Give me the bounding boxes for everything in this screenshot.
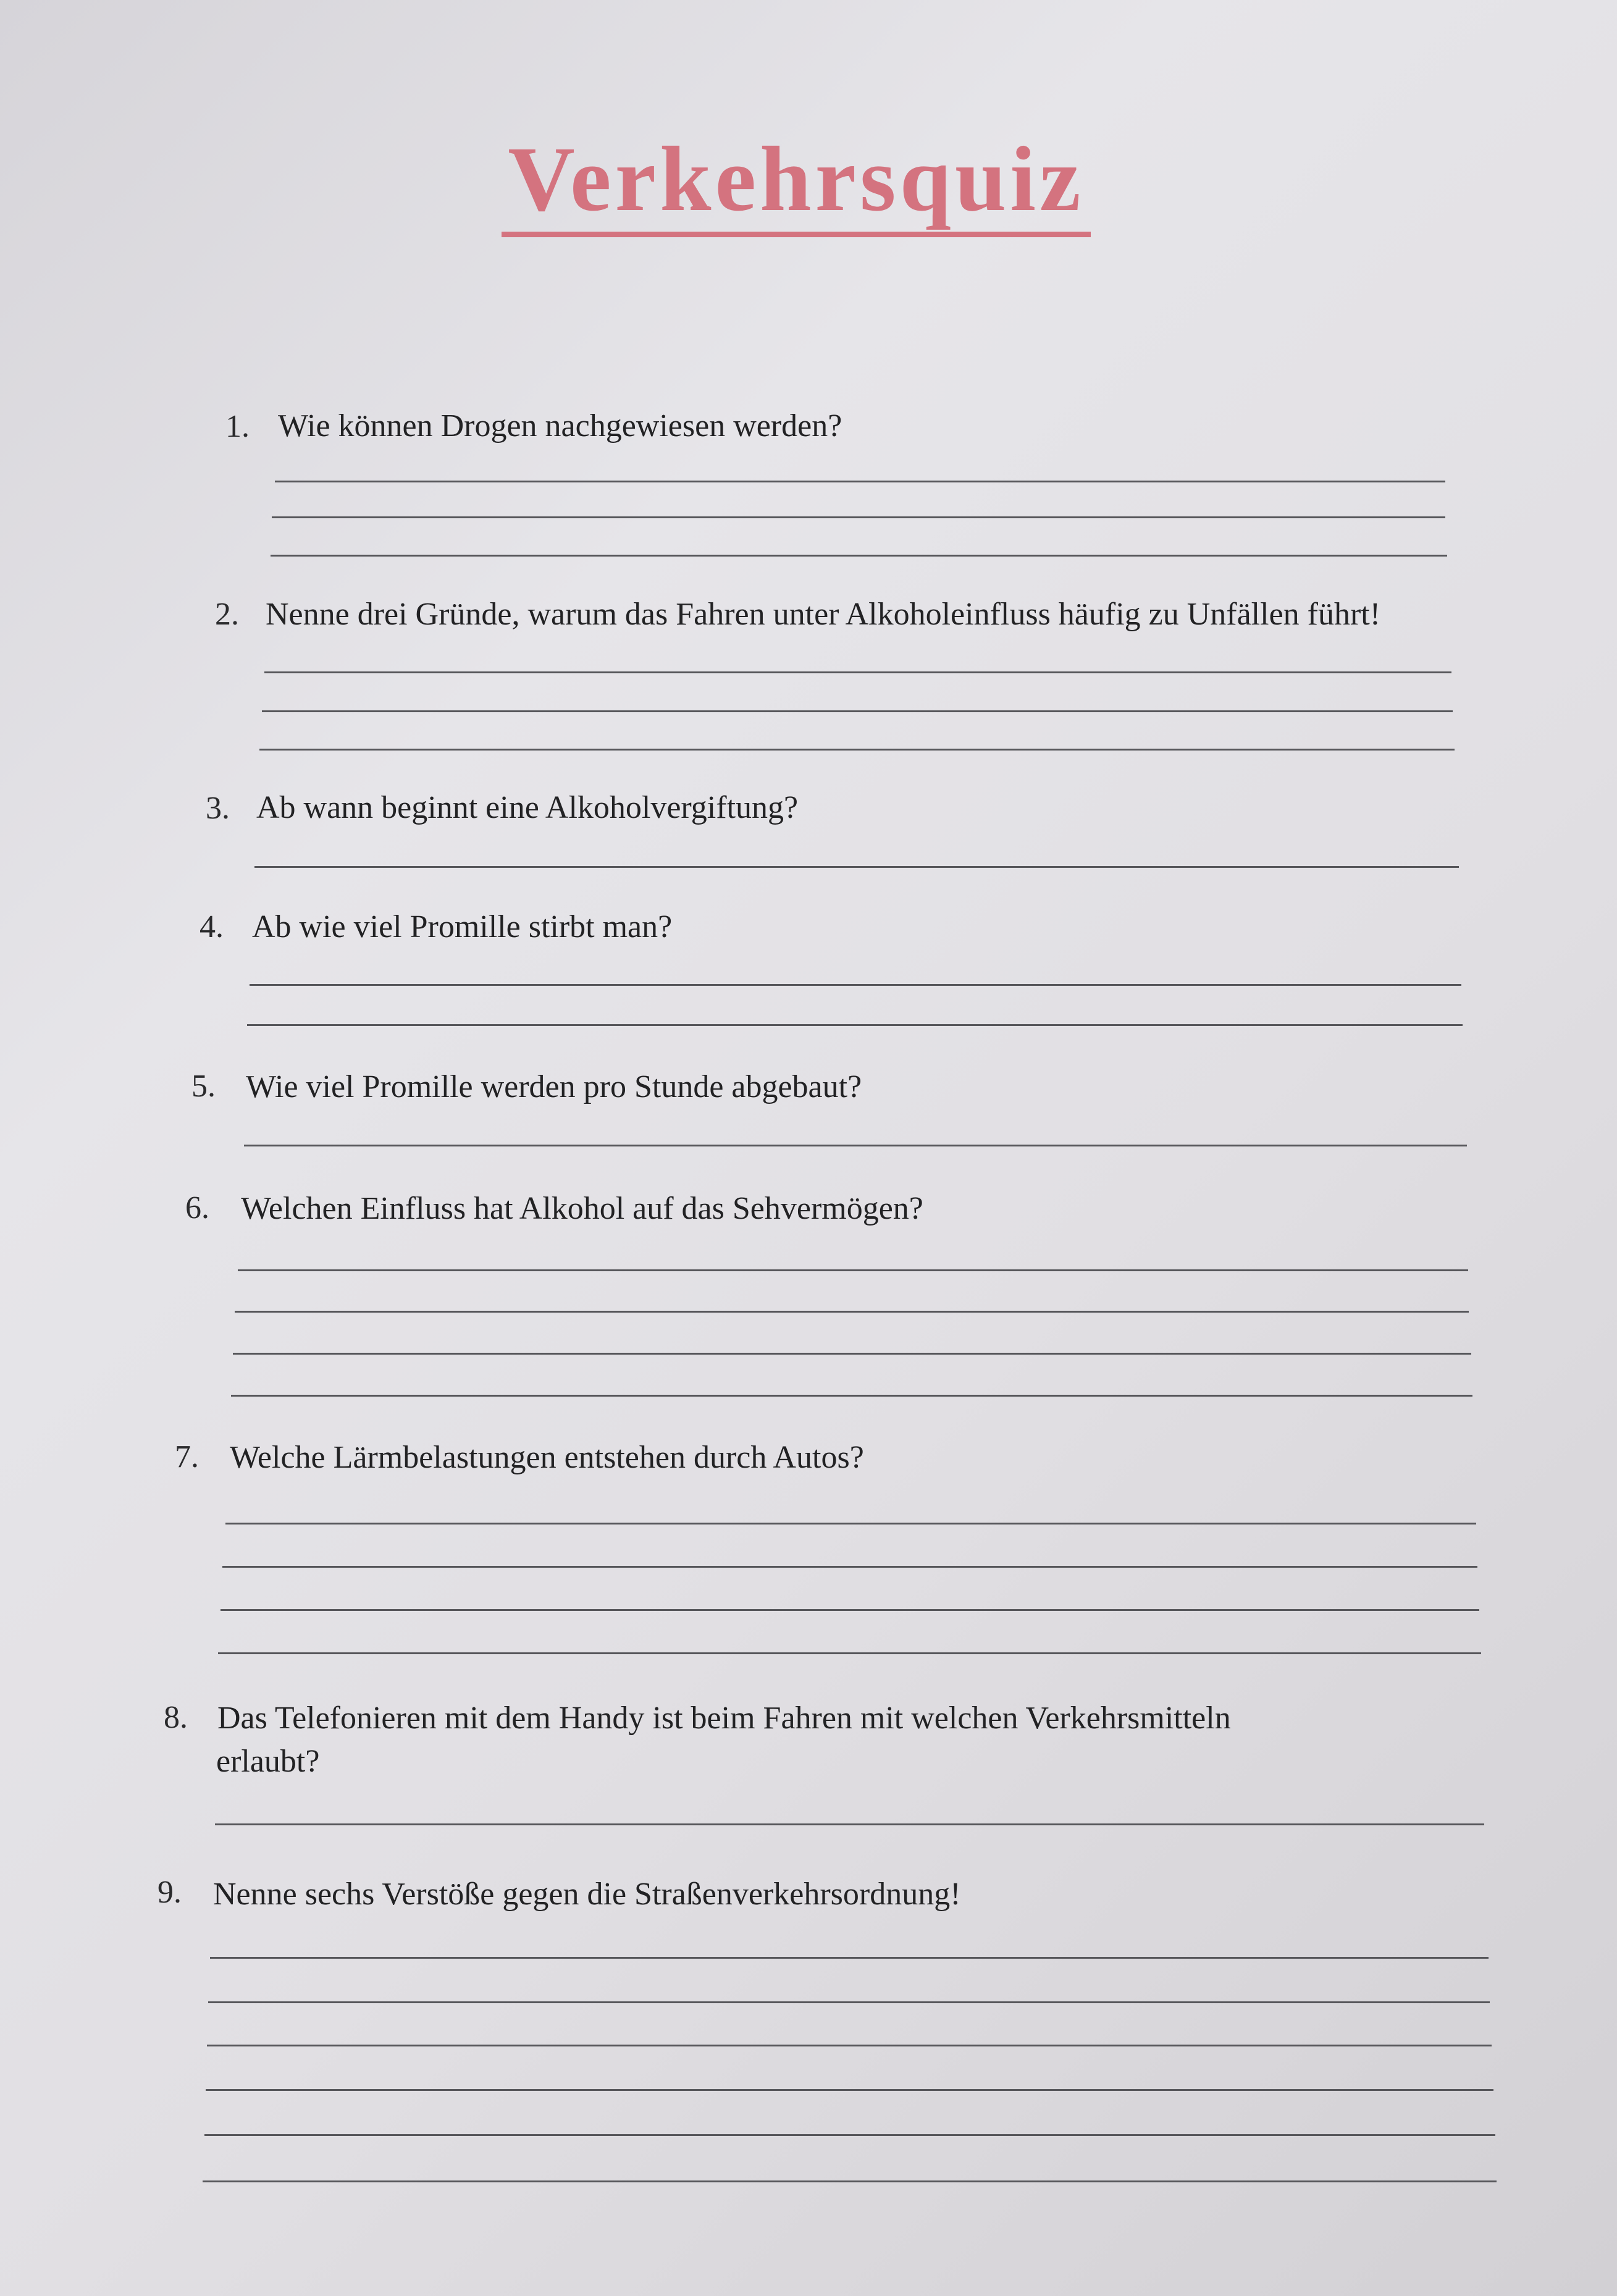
answer-line[interactable] <box>271 555 1447 557</box>
question-number: 9. <box>158 1875 182 1910</box>
answer-line[interactable] <box>204 2134 1495 2136</box>
question-number: 8. <box>164 1700 188 1735</box>
answer-line[interactable] <box>206 2089 1493 2091</box>
title-text: Verkehrsquiz <box>502 133 1090 237</box>
question-text: Ab wann beginnt eine Alkoholvergiftung? <box>256 790 799 825</box>
answer-line[interactable] <box>238 1269 1468 1271</box>
question-number: 6. <box>185 1190 209 1226</box>
answer-line[interactable] <box>244 1145 1467 1146</box>
answer-line[interactable] <box>215 1823 1484 1825</box>
answer-line[interactable] <box>262 710 1453 712</box>
question-text-continued: erlaubt? <box>216 1744 320 1779</box>
question-number: 3. <box>206 791 230 826</box>
answer-line[interactable] <box>225 1523 1476 1524</box>
question-number: 2. <box>215 597 239 632</box>
answer-line[interactable] <box>207 2045 1492 2046</box>
question-number: 1. <box>225 409 250 444</box>
answer-line[interactable] <box>210 1957 1489 1959</box>
answer-line[interactable] <box>218 1652 1481 1654</box>
answer-line[interactable] <box>250 984 1461 986</box>
question-text: Nenne drei Gründe, warum das Fahren unter Alkoholeinfluss häufig zu Unfällen führt! <box>266 597 1381 632</box>
answer-line[interactable] <box>247 1024 1463 1026</box>
answer-line[interactable] <box>275 481 1445 482</box>
question-number: 7. <box>175 1439 199 1474</box>
answer-line[interactable] <box>235 1311 1469 1313</box>
question-number: 4. <box>200 909 224 944</box>
question-text: Wie können Drogen nachgewiesen werden? <box>278 408 842 444</box>
question-text: Welchen Einfluss hat Alkohol auf das Sehvermögen? <box>241 1191 923 1226</box>
question-text: Nenne sechs Verstöße gegen die Straßenverkehrsordnung! <box>213 1877 961 1912</box>
question-text: Wie viel Promille werden pro Stunde abgebaut? <box>246 1069 862 1104</box>
answer-line[interactable] <box>264 671 1451 673</box>
answer-line[interactable] <box>272 516 1445 518</box>
question-text: Welche Lärmbelastungen entstehen durch Autos? <box>230 1440 864 1475</box>
answer-line[interactable] <box>203 2180 1497 2182</box>
answer-line[interactable] <box>222 1566 1477 1568</box>
worksheet-title <box>0 128 1617 237</box>
question-number: 5. <box>191 1069 216 1104</box>
answer-line[interactable] <box>254 866 1459 868</box>
answer-line[interactable] <box>208 2001 1490 2003</box>
answer-line[interactable] <box>231 1395 1472 1397</box>
answer-line[interactable] <box>259 749 1455 751</box>
answer-line[interactable] <box>220 1609 1479 1611</box>
answer-line[interactable] <box>233 1353 1471 1355</box>
question-text: Das Telefonieren mit dem Handy ist beim Fahren mit welchen Verkehrsmitteln <box>217 1701 1231 1736</box>
question-text: Ab wie viel Promille stirbt man? <box>252 909 673 944</box>
